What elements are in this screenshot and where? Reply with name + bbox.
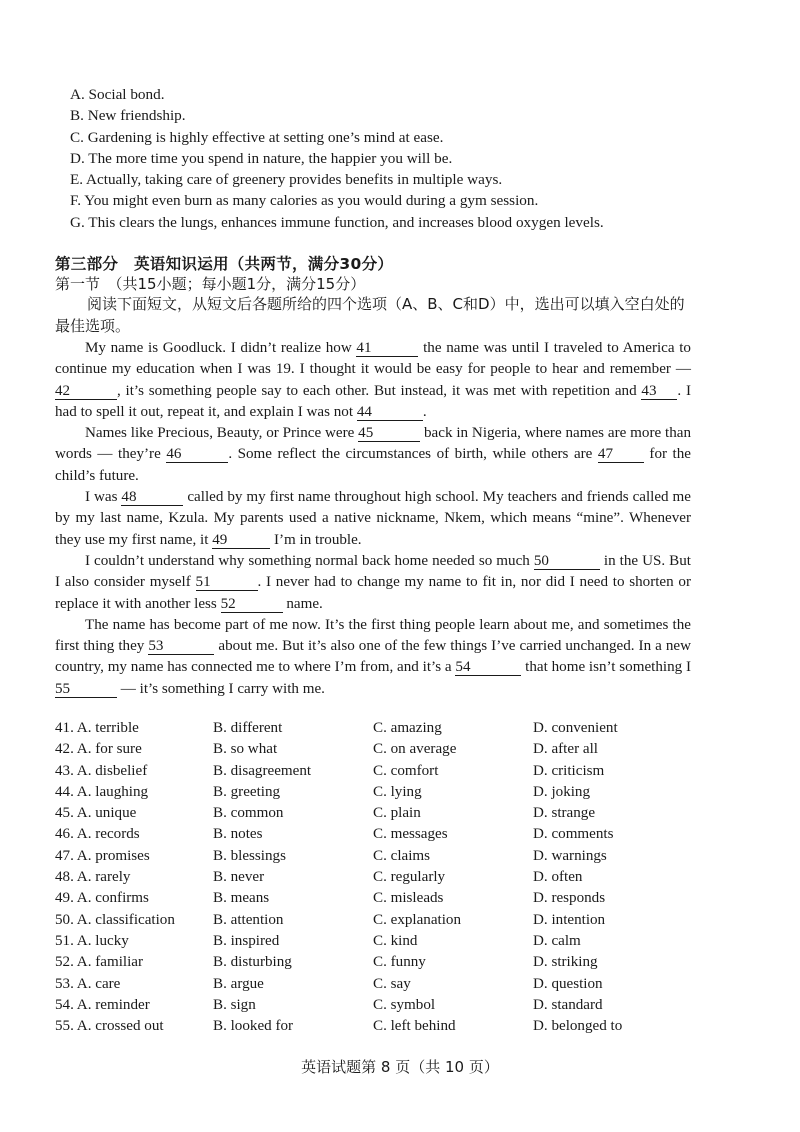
passage-text: . I had to spell it out, repeat it, and explain I was not <box>55 382 691 420</box>
answer-row <box>55 974 745 995</box>
choice-a: 47. A. promises <box>55 847 150 864</box>
choice-c: C. kind <box>373 932 418 949</box>
cloze-blank: 44 <box>357 404 423 421</box>
choice-d: D. standard <box>533 996 603 1013</box>
choice-c: C. left behind <box>373 1018 456 1035</box>
choice-b: B. notes <box>213 826 263 843</box>
choice-c: C. say <box>373 975 411 992</box>
choice-b: B. greeting <box>213 783 281 800</box>
choice-d: D. striking <box>533 954 598 971</box>
answer-row <box>55 952 745 973</box>
cloze-blank: 54 <box>455 659 521 676</box>
choice-b: B. disagreement <box>213 762 312 779</box>
cloze-blank: 51 <box>196 574 258 591</box>
choice-c: C. amazing <box>373 720 442 736</box>
passage-text: name. <box>282 595 323 612</box>
answer-row <box>55 718 745 739</box>
passage-text: I was <box>85 489 122 506</box>
answer-row <box>55 761 745 782</box>
choice-a: 42. A. for sure <box>55 741 142 758</box>
choice-b: B. argue <box>213 975 264 992</box>
choice-a: 41. A. terrible <box>55 720 139 736</box>
choice-c: C. plain <box>373 805 421 822</box>
cloze-blank: 45 <box>358 425 420 442</box>
cloze-blank: 41 <box>356 340 418 357</box>
passage-text: called by my first name throughout high school. My teachers and friends called me by my last name, Kzula. My parents used a native nickname, Nkem, which means “mine”. Whenever they use my first name, it <box>55 489 691 548</box>
section-subheading: 第一节 （共15小题；每小题1分，满分15分） <box>55 275 366 293</box>
choice-c: C. funny <box>373 954 426 971</box>
choice-d: D. responds <box>533 890 606 907</box>
choice-d: D. strange <box>533 805 596 822</box>
choice-d: D. warnings <box>533 847 607 864</box>
choice-b: B. so what <box>213 741 278 758</box>
choice-b: B. different <box>213 720 283 736</box>
choice-d: D. criticism <box>533 762 605 779</box>
section-heading: 第三部分 英语知识运用（共两节，满分30分） <box>55 255 394 273</box>
choice-b: B. attention <box>213 911 284 928</box>
choice-c: C. misleads <box>373 890 444 907</box>
answer-row <box>55 782 745 803</box>
answer-row <box>55 824 745 845</box>
answer-choices <box>55 718 745 1037</box>
choice-a: 52. A. familiar <box>55 954 144 971</box>
choice-d: D. often <box>533 869 583 886</box>
option-item: B. New friendship. <box>70 107 186 125</box>
choice-c: C. claims <box>373 847 431 864</box>
option-item: D. The more time you spend in nature, the happier you will be. <box>70 149 453 167</box>
passage-text: for the child’s future. <box>55 446 691 484</box>
answer-row <box>55 888 745 909</box>
cloze-blank: 47 <box>598 446 644 463</box>
choice-d: D. intention <box>533 911 606 928</box>
passage-text: I’m in trouble. <box>270 531 362 548</box>
option-item: F. You might even burn as many calories as you would during a gym session. <box>70 192 539 210</box>
choice-c: C. on average <box>373 741 457 758</box>
cloze-blank: 50 <box>534 553 600 570</box>
passage-text: The name has become part of me now. It’s the first thing people learn about me, and sometimes the first thing they <box>55 616 691 655</box>
passage-text: . <box>422 403 427 420</box>
choice-a: 49. A. confirms <box>55 890 149 907</box>
choice-c: C. explanation <box>373 911 462 928</box>
passage-text: Names like Precious, Beauty, or Prince were <box>85 425 359 442</box>
choice-c: C. messages <box>373 826 448 843</box>
answer-row <box>55 1016 745 1037</box>
cloze-blank: 52 <box>221 596 283 613</box>
cloze-blank: 53 <box>148 638 214 655</box>
passage-text: the name was until I traveled to America to continue my education when I was 19. I thought it would be easy for people to hear and remember — <box>55 340 691 378</box>
choice-a: 53. A. care <box>55 975 121 992</box>
option-list <box>70 84 710 233</box>
choice-c: C. lying <box>373 783 422 800</box>
passage-paragraph <box>55 615 691 700</box>
passage-text: I couldn’t understand why something normal back home needed so much <box>85 552 534 569</box>
choice-d: D. calm <box>533 932 581 949</box>
passage-text: My name is Goodluck. I didn’t realize how <box>85 340 357 356</box>
choice-c: C. regularly <box>373 869 446 886</box>
answer-row <box>55 995 745 1016</box>
choice-d: D. comments <box>533 826 614 843</box>
answer-row <box>55 739 745 760</box>
choice-a: 45. A. unique <box>55 805 137 822</box>
passage-text: . Some reflect the circumstances of birth, while others are <box>228 446 598 463</box>
passage-paragraph <box>55 338 691 423</box>
choice-c: C. comfort <box>373 762 439 779</box>
choice-b: B. never <box>213 869 265 886</box>
option-item: G. This clears the lungs, enhances immune function, and increases blood oxygen levels. <box>70 213 604 231</box>
cloze-blank: 46 <box>166 446 228 463</box>
passage-text: back in Nigeria, where names are more than words — they’re <box>55 425 691 463</box>
choice-b: B. inspired <box>213 932 280 949</box>
choice-b: B. sign <box>213 996 256 1013</box>
page-footer: 英语试题第 8 页（共 10 页） <box>301 1058 499 1076</box>
choice-a: 54. A. reminder <box>55 996 150 1013</box>
answer-row <box>55 846 745 867</box>
choice-d: D. joking <box>533 783 591 800</box>
passage-text: about me. But it’s also one of the few things I’ve carried unchanged. In a new country, my name has connected me to where I’m from, and it’s a <box>55 638 691 676</box>
cloze-blank: 42 <box>55 383 117 400</box>
passage-paragraph <box>55 551 691 615</box>
cloze-blank: 55 <box>55 681 117 698</box>
choice-b: B. looked for <box>213 1018 294 1035</box>
passage-paragraph <box>55 487 691 551</box>
option-item: C. Gardening is highly effective at setting one’s mind at ease. <box>70 128 444 146</box>
passage-text: . I never had to change my name to fit in, nor did I need to shorten or replace it with another less <box>55 574 691 612</box>
choice-b: B. means <box>213 890 270 907</box>
passage-text: in the US. But I also consider myself <box>55 552 691 591</box>
choice-a: 55. A. crossed out <box>55 1018 164 1035</box>
choice-d: D. question <box>533 975 603 992</box>
answer-row <box>55 931 745 952</box>
choice-a: 51. A. lucky <box>55 932 129 949</box>
choice-a: 48. A. rarely <box>55 869 131 886</box>
choice-d: D. convenient <box>533 720 618 736</box>
passage-text: , it’s something people say to each other. But instead, it was met with repetition and <box>117 382 642 399</box>
cloze-passage <box>55 338 691 700</box>
choice-b: B. disturbing <box>213 954 292 971</box>
passage-paragraph <box>55 423 691 487</box>
answer-row <box>55 910 745 931</box>
cloze-blank: 43 <box>641 383 677 400</box>
choice-a: 44. A. laughing <box>55 783 149 800</box>
answer-row <box>55 867 745 888</box>
answer-row <box>55 803 745 824</box>
choice-a: 50. A. classification <box>55 911 175 928</box>
passage-text: that home isn’t something I <box>521 659 691 676</box>
choice-d: D. after all <box>533 741 598 758</box>
cloze-blank: 49 <box>212 532 270 549</box>
option-item: A. Social bond. <box>70 86 165 103</box>
passage-text: — it’s something I carry with me. <box>117 680 325 697</box>
option-item: E. Actually, taking care of greenery provides benefits in multiple ways. <box>70 171 503 189</box>
choice-b: B. common <box>213 805 284 822</box>
instruction-text: 阅读下面短文，从短文后各题所给的四个选项（A、B、C和D）中，选出可以填入空白处的最佳选项。 <box>55 295 685 335</box>
choice-d: D. belonged to <box>533 1018 623 1035</box>
choice-a: 46. A. records <box>55 826 140 843</box>
choice-a: 43. A. disbelief <box>55 762 148 779</box>
choice-b: B. blessings <box>213 847 286 864</box>
cloze-blank: 48 <box>121 489 183 506</box>
choice-c: C. symbol <box>373 996 436 1013</box>
